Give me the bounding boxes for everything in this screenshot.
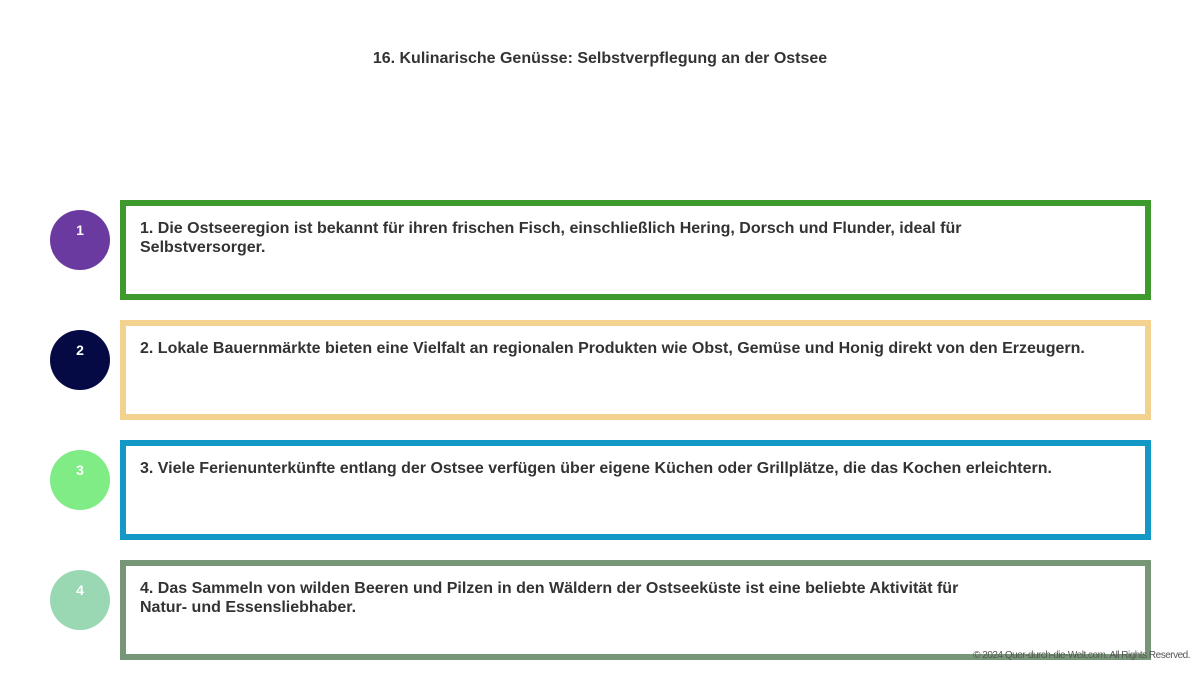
text-box <box>120 320 1151 420</box>
list-item <box>0 560 1200 660</box>
copyright-footer: © 2024 Quer-durch-die-Welt.com. All Rights Reserved. <box>973 650 1190 661</box>
item-text: 4. Das Sammeln von wilden Beeren und Pilzen in den Wäldern der Ostseeküste ist eine beliebte Aktivität für Natur- und Essensliebhaber. <box>140 580 959 616</box>
text-box <box>120 440 1151 540</box>
item-text: 3. Viele Ferienunterkünfte entlang der Ostsee verfügen über eigene Küchen oder Grillplätze, die das Kochen erleichtern. <box>140 460 1052 477</box>
list-item <box>0 320 1200 420</box>
list-item <box>0 440 1200 540</box>
item-text: 1. Die Ostseeregion ist bekannt für ihren frischen Fisch, einschließlich Hering, Dorsch und Flunder, ideal für Selbstversorger. <box>140 220 962 256</box>
number-badge: 4 <box>50 570 110 630</box>
number-badge: 2 <box>50 330 110 390</box>
page-title: 16. Kulinarische Genüsse: Selbstverpflegung an der Ostsee <box>372 50 828 67</box>
number-badge: 1 <box>50 210 110 270</box>
list-item <box>0 200 1200 300</box>
text-box <box>120 560 1151 660</box>
item-text: 2. Lokale Bauernmärkte bieten eine Vielfalt an regionalen Produkten wie Obst, Gemüse und Honig direkt von den Erzeugern. <box>140 340 1085 357</box>
text-box <box>120 200 1151 300</box>
number-badge: 3 <box>50 450 110 510</box>
